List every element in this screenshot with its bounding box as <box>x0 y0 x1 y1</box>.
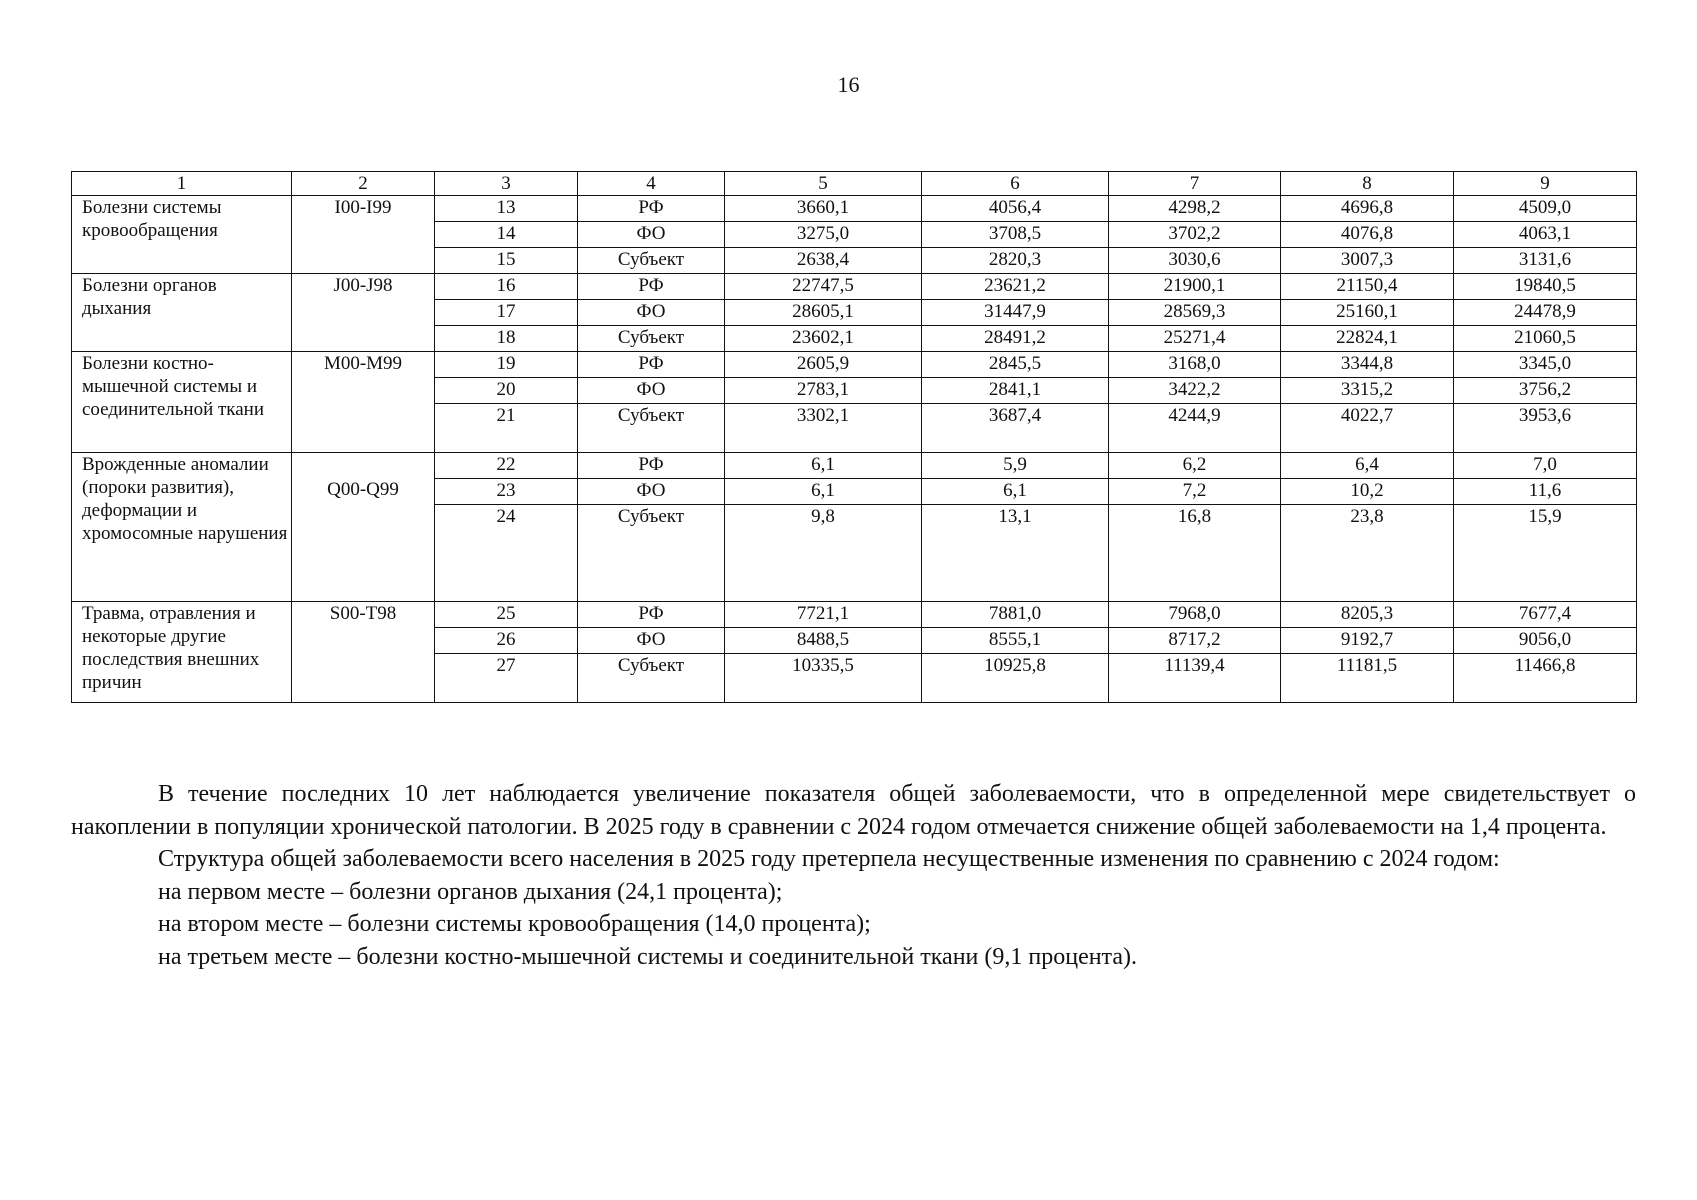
paragraph: Структура общей заболеваемости всего населения в 2025 году претерпела несущественные изменения по сравнению с 2024 годом: <box>158 846 1500 872</box>
value-cell: 7881,0 <box>922 602 1109 628</box>
value-cell: 3168,0 <box>1109 352 1281 378</box>
value-cell: 3007,3 <box>1281 248 1454 274</box>
value-cell: 6,1 <box>725 479 922 505</box>
row-number: 21 <box>435 404 578 453</box>
level-label: Субъект <box>578 248 725 274</box>
column-header: 9 <box>1454 172 1637 196</box>
disease-name: Болезни системы кровообращения <box>72 196 292 274</box>
column-header: 6 <box>922 172 1109 196</box>
value-cell: 9056,0 <box>1454 628 1637 654</box>
column-header: 7 <box>1109 172 1281 196</box>
value-cell: 9192,7 <box>1281 628 1454 654</box>
level-label: ФО <box>578 479 725 505</box>
level-label: РФ <box>578 196 725 222</box>
value-cell: 31447,9 <box>922 300 1109 326</box>
value-cell: 11,6 <box>1454 479 1637 505</box>
value-cell: 6,4 <box>1281 453 1454 479</box>
row-number: 15 <box>435 248 578 274</box>
value-cell: 15,9 <box>1454 505 1637 602</box>
row-number: 22 <box>435 453 578 479</box>
value-cell: 2783,1 <box>725 378 922 404</box>
value-cell: 28491,2 <box>922 326 1109 352</box>
row-number: 24 <box>435 505 578 602</box>
value-cell: 28569,3 <box>1109 300 1281 326</box>
value-cell: 24478,9 <box>1454 300 1637 326</box>
column-header: 1 <box>72 172 292 196</box>
value-cell: 7677,4 <box>1454 602 1637 628</box>
value-cell: 2638,4 <box>725 248 922 274</box>
icd-code: I00-I99 <box>292 196 435 274</box>
value-cell: 2605,9 <box>725 352 922 378</box>
icd-code: M00-M99 <box>292 352 435 453</box>
value-cell: 23,8 <box>1281 505 1454 602</box>
row-number: 17 <box>435 300 578 326</box>
value-cell: 3708,5 <box>922 222 1109 248</box>
body-text <box>71 778 1636 973</box>
value-cell: 5,9 <box>922 453 1109 479</box>
value-cell: 3345,0 <box>1454 352 1637 378</box>
row-number: 14 <box>435 222 578 248</box>
value-cell: 4696,8 <box>1281 196 1454 222</box>
value-cell: 10925,8 <box>922 654 1109 703</box>
value-cell: 22824,1 <box>1281 326 1454 352</box>
value-cell: 7968,0 <box>1109 602 1281 628</box>
value-cell: 4244,9 <box>1109 404 1281 453</box>
row-number: 19 <box>435 352 578 378</box>
value-cell: 13,1 <box>922 505 1109 602</box>
table-header-row <box>72 172 1637 196</box>
level-label: Субъект <box>578 654 725 703</box>
value-cell: 3702,2 <box>1109 222 1281 248</box>
value-cell: 3030,6 <box>1109 248 1281 274</box>
row-number: 18 <box>435 326 578 352</box>
value-cell: 28605,1 <box>725 300 922 326</box>
row-number: 26 <box>435 628 578 654</box>
level-label: ФО <box>578 222 725 248</box>
value-cell: 8488,5 <box>725 628 922 654</box>
value-cell: 9,8 <box>725 505 922 602</box>
value-cell: 6,1 <box>922 479 1109 505</box>
level-label: Субъект <box>578 326 725 352</box>
row-number: 27 <box>435 654 578 703</box>
level-label: РФ <box>578 352 725 378</box>
value-cell: 21900,1 <box>1109 274 1281 300</box>
value-cell: 8717,2 <box>1109 628 1281 654</box>
table-row <box>72 196 1637 222</box>
value-cell: 4076,8 <box>1281 222 1454 248</box>
value-cell: 4298,2 <box>1109 196 1281 222</box>
level-label: РФ <box>578 602 725 628</box>
level-label: РФ <box>578 453 725 479</box>
value-cell: 3687,4 <box>922 404 1109 453</box>
icd-code: S00-T98 <box>292 602 435 703</box>
list-item: на втором месте – болезни системы кровообращения (14,0 процента); <box>158 911 871 937</box>
value-cell: 11181,5 <box>1281 654 1454 703</box>
value-cell: 10,2 <box>1281 479 1454 505</box>
table-row <box>72 274 1637 300</box>
disease-name: Болезни костно-мышечной системы и соединительной ткани <box>72 352 292 453</box>
value-cell: 4056,4 <box>922 196 1109 222</box>
value-cell: 16,8 <box>1109 505 1281 602</box>
value-cell: 3344,8 <box>1281 352 1454 378</box>
value-cell: 3302,1 <box>725 404 922 453</box>
value-cell: 8205,3 <box>1281 602 1454 628</box>
value-cell: 8555,1 <box>922 628 1109 654</box>
column-header: 5 <box>725 172 922 196</box>
morbidity-table <box>71 171 1637 703</box>
level-label: ФО <box>578 628 725 654</box>
value-cell: 23602,1 <box>725 326 922 352</box>
value-cell: 6,1 <box>725 453 922 479</box>
value-cell: 10335,5 <box>725 654 922 703</box>
value-cell: 22747,5 <box>725 274 922 300</box>
level-label: ФО <box>578 378 725 404</box>
level-label: Субъект <box>578 505 725 602</box>
value-cell: 2820,3 <box>922 248 1109 274</box>
value-cell: 2845,5 <box>922 352 1109 378</box>
paragraph: В течение последних 10 лет наблюдается увеличение показателя общей заболеваемости, что в определенной мере свидетельствует о накоплении в популяции хронической патологии. В 2025 году в сравнении с 2024 годом отмечается снижение общей заболеваемости на 1,4 процента. <box>71 781 1636 840</box>
icd-code: J00-J98 <box>292 274 435 352</box>
value-cell: 25160,1 <box>1281 300 1454 326</box>
value-cell: 3953,6 <box>1454 404 1637 453</box>
level-label: ФО <box>578 300 725 326</box>
row-number: 23 <box>435 479 578 505</box>
value-cell: 19840,5 <box>1454 274 1637 300</box>
disease-name: Болезни органов дыхания <box>72 274 292 352</box>
page-number: 16 <box>837 72 860 97</box>
table-row <box>72 352 1637 378</box>
value-cell: 3756,2 <box>1454 378 1637 404</box>
column-header: 8 <box>1281 172 1454 196</box>
row-number: 16 <box>435 274 578 300</box>
value-cell: 4063,1 <box>1454 222 1637 248</box>
disease-name: Врожденные аномалии (пороки развития), деформации и хромосомные нарушения <box>72 453 292 602</box>
value-cell: 25271,4 <box>1109 326 1281 352</box>
value-cell: 6,2 <box>1109 453 1281 479</box>
list-item: на первом месте – болезни органов дыхания (24,1 процента); <box>158 878 783 905</box>
value-cell: 7721,1 <box>725 602 922 628</box>
value-cell: 3315,2 <box>1281 378 1454 404</box>
value-cell: 2841,1 <box>922 378 1109 404</box>
value-cell: 23621,2 <box>922 274 1109 300</box>
row-number: 20 <box>435 378 578 404</box>
column-header: 3 <box>435 172 578 196</box>
value-cell: 3131,6 <box>1454 248 1637 274</box>
value-cell: 11466,8 <box>1454 654 1637 703</box>
column-header: 4 <box>578 172 725 196</box>
list-item: на третьем месте – болезни костно-мышечной системы и соединительной ткани (9,1 процента). <box>158 943 1137 970</box>
value-cell: 21150,4 <box>1281 274 1454 300</box>
row-number: 25 <box>435 602 578 628</box>
disease-name: Травма, отравления и некоторые другие последствия внешних причин <box>72 602 292 703</box>
level-label: РФ <box>578 274 725 300</box>
value-cell: 3660,1 <box>725 196 922 222</box>
table-row <box>72 602 1637 628</box>
icd-code: Q00-Q99 <box>292 453 435 602</box>
value-cell: 11139,4 <box>1109 654 1281 703</box>
value-cell: 7,2 <box>1109 479 1281 505</box>
row-number: 13 <box>435 196 578 222</box>
value-cell: 3275,0 <box>725 222 922 248</box>
value-cell: 21060,5 <box>1454 326 1637 352</box>
value-cell: 4022,7 <box>1281 404 1454 453</box>
value-cell: 3422,2 <box>1109 378 1281 404</box>
value-cell: 4509,0 <box>1454 196 1637 222</box>
table-row <box>72 453 1637 479</box>
column-header: 2 <box>292 172 435 196</box>
value-cell: 7,0 <box>1454 453 1637 479</box>
level-label: Субъект <box>578 404 725 453</box>
